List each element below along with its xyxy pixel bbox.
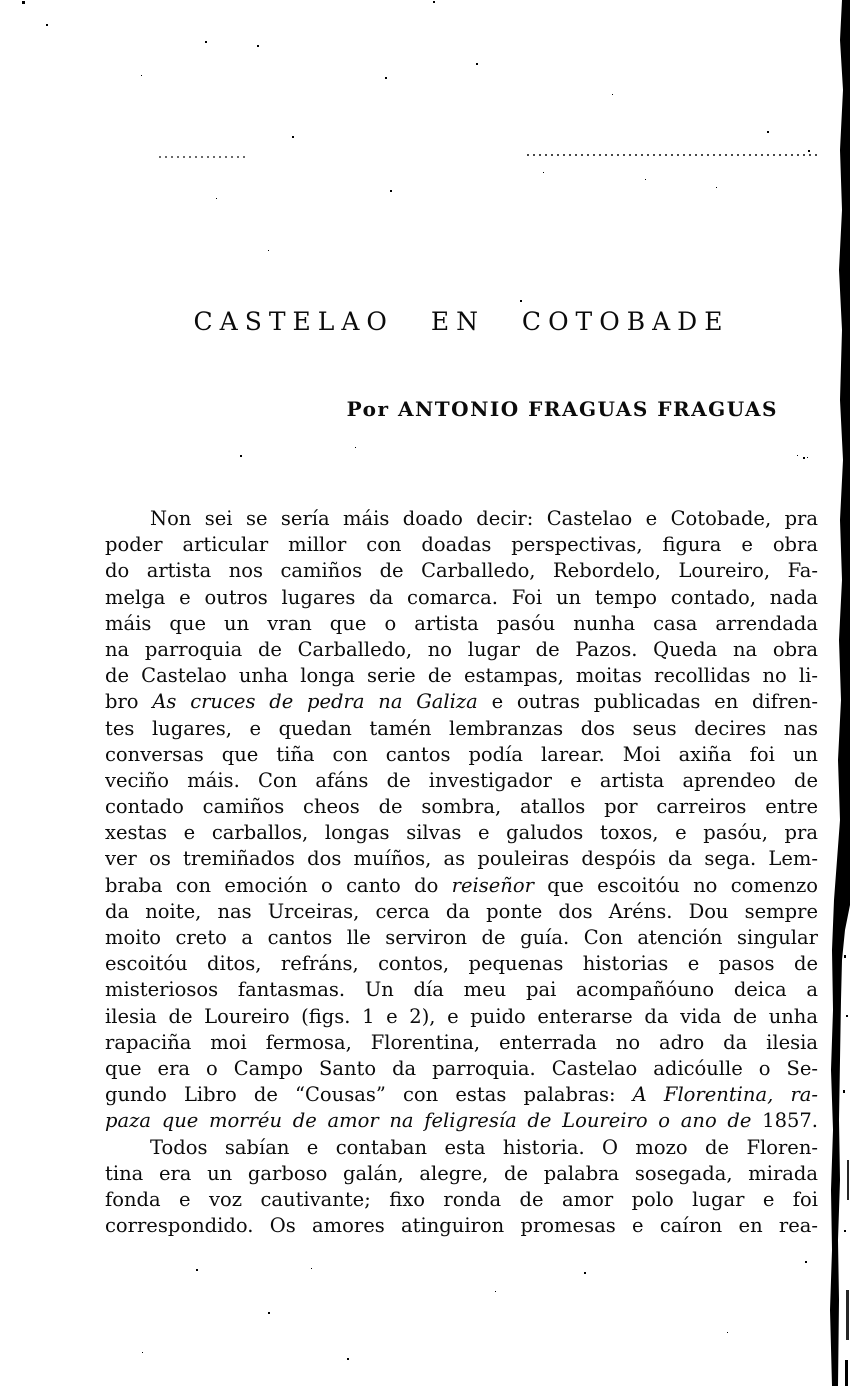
text-segment: misteriosos fantasmas. Un día meu pai acompañóuno deica a — [105, 978, 818, 1002]
text-segment: ilesia de Loureiro (figs. 1 e 2), e puido enterarse da vida de unha — [105, 1004, 818, 1028]
text-segment: correspondido. Os amores atinguiron promesas e caíron en rea- — [105, 1214, 818, 1238]
text-segment: moito creto a cantos lle serviron de guía. Con atención singular — [105, 926, 818, 949]
text-segment: tes lugares, e quedan tamén lembranzas dos seus decires nas — [105, 716, 818, 740]
text-line — [105, 637, 818, 663]
scan-noise-dot — [240, 455, 242, 457]
scan-noise-dot — [433, 1, 435, 3]
text-line — [105, 611, 818, 637]
italic-text-segment: As cruces de pedra na Galiza — [152, 690, 478, 714]
text-segment: que escoitóu no comenzo — [533, 873, 818, 897]
scan-noise-dot — [767, 131, 769, 133]
text-line — [105, 716, 818, 742]
scan-noise-dot — [268, 250, 269, 251]
text-line — [105, 951, 818, 977]
text-segment: veciño máis. Con afáns de investigador e artista aprendeo de — [105, 768, 818, 792]
scan-dash-artifact-right — [527, 154, 818, 156]
text-line — [105, 899, 818, 925]
scan-noise-dot — [645, 179, 646, 180]
text-segment: poder articular millor con doadas perspectivas, figura e obra — [105, 533, 818, 557]
text-line — [105, 1004, 818, 1030]
scan-noise-dot — [543, 172, 544, 173]
text-segment: braba con emoción o canto do — [105, 873, 452, 897]
text-line — [105, 1161, 818, 1187]
scan-noise-dot — [355, 447, 356, 448]
text-segment: conversas que tiña con cantos podía larear. Moi axiña foi un — [105, 742, 818, 766]
scan-noise-dot — [205, 41, 207, 43]
author-byline: Por ANTONIO FRAGUAS FRAGUAS — [346, 397, 778, 421]
scan-noise-dot — [216, 198, 217, 199]
text-line — [105, 1135, 818, 1161]
text-line — [105, 873, 818, 899]
text-line — [105, 1187, 818, 1213]
article-body — [105, 506, 818, 1239]
scan-noise-dot — [196, 1269, 198, 1271]
text-segment: na parroquia de Carballedo, no lugar de Pazos. Queda na obra — [105, 637, 818, 661]
text-segment: tina era un garboso galán, alegre, de palabra sosegada, mirada — [105, 1161, 818, 1185]
scan-noise-dot — [292, 136, 294, 138]
text-line — [105, 820, 818, 846]
text-segment: contado camiños cheos de sombra, atallos por carreiros entre — [105, 795, 818, 819]
text-segment: xestas e carballos, longas silvas e galudos toxos, e pasóu, pra — [105, 821, 818, 845]
scan-noise-dot — [390, 190, 392, 192]
scan-noise-dot — [142, 1352, 143, 1353]
scan-noise-dot — [495, 1291, 496, 1292]
scan-noise-dot — [347, 1358, 349, 1360]
scan-noise-dot — [385, 77, 387, 79]
scan-noise-dot — [268, 1312, 270, 1314]
scan-noise-dot — [141, 75, 142, 76]
scan-noise-dot — [716, 187, 717, 188]
text-line — [105, 846, 818, 872]
text-line — [105, 925, 818, 951]
scan-noise-dot — [797, 455, 798, 456]
text-line — [105, 663, 818, 689]
text-segment: fonda e voz cautivante; fixo ronda de amor polo lugar e foi — [105, 1187, 818, 1211]
page-edge-scan-bar — [824, 0, 850, 1386]
text-segment: do artista nos camiños de Carballedo, Rebordelo, Loureiro, Fa- — [105, 559, 818, 583]
scan-noise-dot — [257, 45, 259, 47]
text-line — [105, 768, 818, 794]
text-line — [105, 1030, 818, 1056]
text-segment: ver os tremiñados dos muíños, as pouleiras despóis da sega. Lem- — [105, 847, 818, 871]
scan-noise-dot — [584, 1272, 586, 1274]
text-line — [105, 532, 818, 558]
text-line — [105, 506, 818, 532]
text-line — [105, 1082, 818, 1108]
italic-text-segment: reiseñor — [451, 873, 534, 897]
scan-noise-dot — [22, 1, 25, 4]
text-segment: rapaciña moi fermosa, Florentina, enterrada no adro da ilesia — [105, 1030, 818, 1054]
scan-noise-dot — [803, 457, 805, 459]
text-segment: bro — [105, 690, 153, 714]
text-line — [105, 977, 818, 1003]
scan-noise-dot — [612, 94, 613, 95]
scan-dash-artifact-left — [159, 156, 245, 158]
scan-noise-dot — [805, 1261, 807, 1263]
text-segment: máis que un vran que o artista pasóu nunha casa arrendada — [105, 611, 818, 635]
text-line — [105, 1056, 818, 1082]
scan-noise-dot — [476, 63, 478, 65]
italic-text-segment: paza que morréu de amor na feligresía de Loureiro o ano de — [105, 1109, 763, 1133]
text-line — [105, 1108, 818, 1134]
scan-noise-dot — [311, 1268, 312, 1269]
page-title: CASTELAO EN COTOBADE — [193, 306, 730, 336]
text-segment: melga e outros lugares da comarca. Foi un tempo contado, nada — [105, 585, 818, 609]
scan-noise-dot — [520, 300, 522, 302]
text-segment: escoitóu ditos, refráns, contos, pequenas historias e pasos de — [105, 952, 818, 976]
text-line — [105, 794, 818, 820]
text-line — [105, 585, 818, 611]
scan-noise-dot — [807, 457, 808, 458]
text-segment: e outras publicadas en difren- — [477, 690, 818, 714]
text-segment: Todos sabían e contaban esta historia. O mozo de Floren- — [150, 1135, 818, 1159]
text-segment: gundo Libro de “Cousas” con estas palabras: — [105, 1083, 633, 1107]
text-line — [105, 1213, 818, 1239]
scan-noise-dot — [727, 1332, 728, 1333]
scan-noise-dot — [46, 24, 48, 26]
text-segment: da noite, nas Urceiras, cerca da ponte dos Aréns. Dou sempre — [105, 899, 818, 923]
italic-text-segment: A Florentina, ra- — [632, 1083, 818, 1107]
text-segment: 1857. — [762, 1109, 818, 1133]
text-segment: de Castelao unha longa serie de estampas, moitas recollidas no li- — [105, 664, 818, 688]
text-line — [105, 689, 818, 715]
text-line — [105, 558, 818, 584]
text-line — [105, 742, 818, 768]
scan-noise-dot — [808, 150, 810, 152]
text-segment: Non sei se sería máis doado decir: Castelao e Cotobade, pra — [150, 507, 818, 530]
text-segment: que era o Campo Santo da parroquia. Castelao adicóulle o Se- — [105, 1056, 818, 1080]
